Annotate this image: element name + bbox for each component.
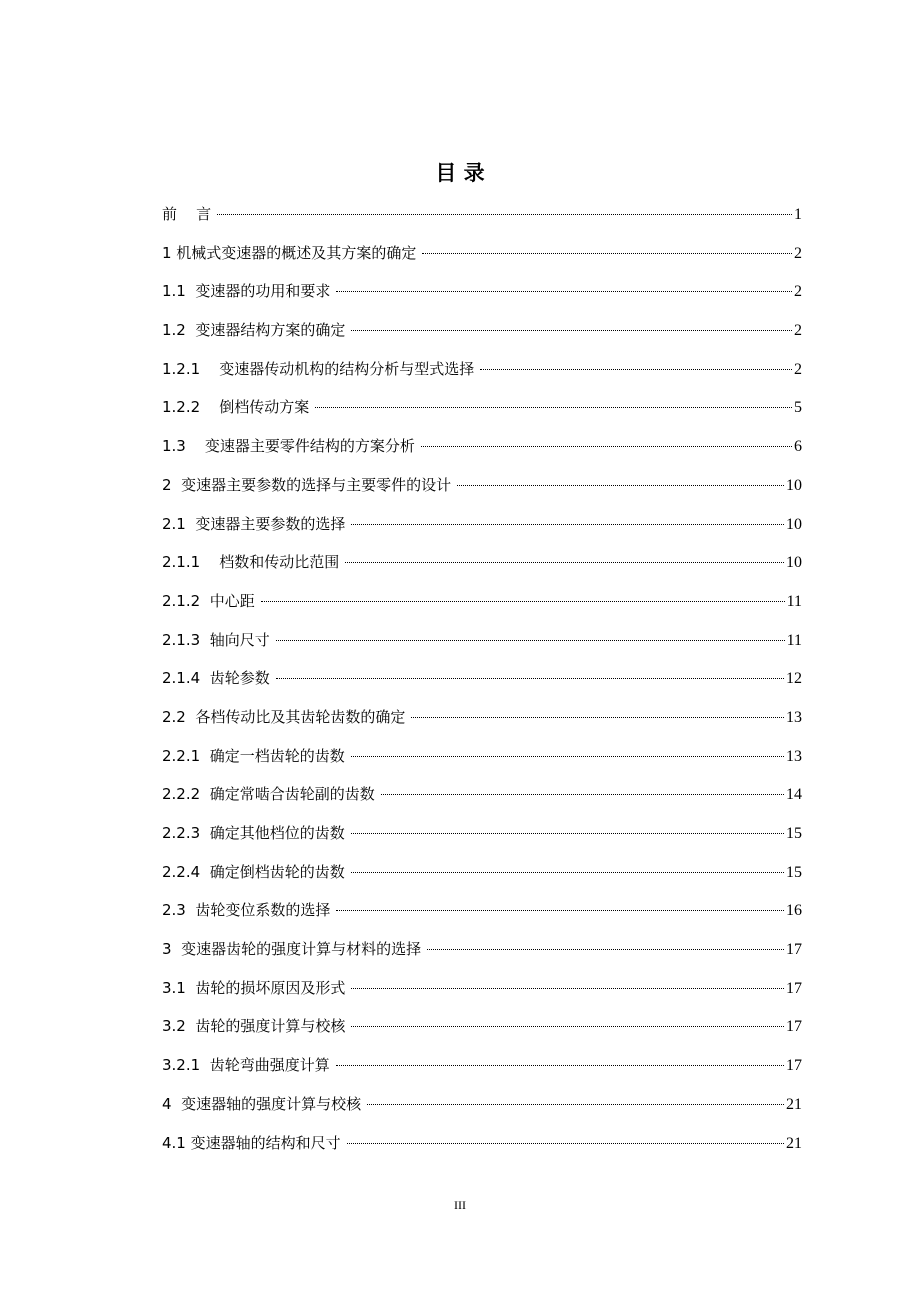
toc-entry-label: 2.1.4 齿轮参数 — [162, 669, 270, 688]
toc-dot-leader — [336, 1065, 784, 1066]
toc-entry-page: 10 — [786, 476, 802, 494]
toc-dot-leader — [351, 1026, 784, 1027]
toc-entry-1-2-2[interactable] — [162, 393, 802, 432]
toc-entry-page: 17 — [786, 1057, 802, 1075]
toc-dot-leader — [345, 562, 784, 563]
toc-dot-leader — [427, 949, 784, 950]
toc-entry-page: 5 — [794, 399, 802, 417]
toc-entry-label: 1.2.1 变速器传动机构的结构分析与型式选择 — [162, 359, 475, 378]
toc-entry-page: 1 — [794, 206, 802, 223]
toc-entry-1-1[interactable] — [162, 277, 802, 316]
toc-entry-page: 6 — [794, 438, 802, 456]
toc-entry-2-2-3[interactable] — [162, 819, 802, 858]
toc-entry-label: 1.1 变速器的功用和要求 — [162, 282, 331, 301]
toc-entry-page: 21 — [786, 1134, 802, 1152]
page-title: 目 录 — [435, 161, 485, 185]
toc-entry-2-2-4[interactable] — [162, 858, 802, 897]
toc-entry-label: 1.3 变速器主要零件结构的方案分析 — [162, 437, 415, 456]
toc-entry-page: 13 — [786, 747, 802, 765]
toc-dot-leader — [351, 330, 792, 331]
toc-entry-page: 17 — [786, 1018, 802, 1036]
toc-entry-page: 16 — [786, 902, 802, 920]
toc-entry-page: 21 — [786, 1095, 802, 1113]
toc-entry-page: 17 — [786, 941, 802, 959]
table-of-contents — [162, 200, 802, 1167]
toc-entry-page: 11 — [786, 631, 802, 649]
toc-entry-3[interactable] — [162, 935, 802, 974]
toc-entry-2-1-2[interactable] — [162, 587, 802, 626]
toc-entry-1-3[interactable] — [162, 432, 802, 471]
toc-entry-label: 3.2 齿轮的强度计算与校核 — [162, 1017, 346, 1036]
page-number: III — [454, 1198, 466, 1212]
toc-entry-page: 11 — [786, 592, 802, 610]
toc-dot-leader — [217, 214, 792, 215]
toc-entry-page: 17 — [786, 979, 802, 997]
toc-dot-leader — [367, 1104, 784, 1105]
toc-entry-label: 2.2.2 确定常啮合齿轮副的齿数 — [162, 785, 375, 804]
toc-entry-label: 2.2.1 确定一档齿轮的齿数 — [162, 746, 345, 765]
toc-dot-leader — [421, 446, 792, 447]
toc-entry-label: 2.1.1 档数和传动比范围 — [162, 553, 340, 572]
toc-dot-leader — [336, 291, 792, 292]
toc-dot-leader — [411, 717, 784, 718]
toc-entry-label: 2.2 各档传动比及其齿轮齿数的确定 — [162, 707, 406, 726]
toc-dot-leader — [351, 872, 784, 873]
toc-dot-leader — [336, 910, 784, 911]
toc-entry-label: 1 机械式变速器的概述及其方案的确定 — [162, 243, 417, 262]
toc-dot-leader — [315, 407, 792, 408]
toc-entry-page: 15 — [786, 863, 802, 881]
toc-entry-2-3[interactable] — [162, 896, 802, 935]
toc-entry-4[interactable] — [162, 1090, 802, 1129]
toc-dot-leader — [457, 485, 784, 486]
toc-entry-label: 4.1 变速器轴的结构和尺寸 — [162, 1133, 341, 1152]
toc-entry-page: 12 — [786, 670, 802, 688]
toc-dot-leader — [480, 369, 792, 370]
toc-entry-label: 前 言 — [162, 205, 212, 223]
toc-dot-leader — [276, 678, 784, 679]
toc-entry-2-1-4[interactable] — [162, 664, 802, 703]
toc-entry-2-2-2[interactable] — [162, 780, 802, 819]
toc-dot-leader — [351, 988, 784, 989]
toc-dot-leader — [381, 794, 784, 795]
toc-entry-label: 2 变速器主要参数的选择与主要零件的设计 — [162, 475, 452, 494]
toc-dot-leader — [276, 640, 785, 641]
toc-entry-label: 3.1 齿轮的损坏原因及形式 — [162, 978, 346, 997]
toc-dot-leader — [351, 524, 784, 525]
toc-entry-label: 2.2.4 确定倒档齿轮的齿数 — [162, 862, 345, 881]
toc-entry-4-1[interactable] — [162, 1129, 802, 1168]
toc-entry-page: 2 — [794, 322, 802, 340]
toc-entry-3-1[interactable] — [162, 974, 802, 1013]
toc-entry-2-2-1[interactable] — [162, 742, 802, 781]
toc-dot-leader — [347, 1143, 784, 1144]
toc-entry-2-1[interactable] — [162, 510, 802, 549]
toc-entry-3-2[interactable] — [162, 1012, 802, 1051]
toc-entry-2-1-3[interactable] — [162, 626, 802, 665]
toc-entry-label: 3.2.1 齿轮弯曲强度计算 — [162, 1056, 330, 1075]
toc-entry-2[interactable] — [162, 471, 802, 510]
toc-entry-label: 2.1 变速器主要参数的选择 — [162, 514, 346, 533]
toc-entry-page: 2 — [794, 360, 802, 378]
toc-entry-label: 3 变速器齿轮的强度计算与材料的选择 — [162, 940, 422, 959]
toc-entry-label: 2.1.2 中心距 — [162, 591, 255, 610]
toc-entry-label: 2.3 齿轮变位系数的选择 — [162, 901, 331, 920]
toc-entry-label: 2.2.3 确定其他档位的齿数 — [162, 824, 345, 842]
toc-entry-page: 15 — [786, 825, 802, 842]
toc-entry-3-2-1[interactable] — [162, 1051, 802, 1090]
toc-entry-page: 10 — [786, 515, 802, 533]
toc-entry-1-2[interactable] — [162, 316, 802, 355]
toc-dot-leader — [351, 756, 784, 757]
toc-entry-label: 4 变速器轴的强度计算与校核 — [162, 1094, 362, 1113]
toc-entry-label: 1.2.2 倒档传动方案 — [162, 398, 310, 417]
toc-entry-2-1-1[interactable] — [162, 548, 802, 587]
toc-entry-page: 13 — [786, 708, 802, 726]
toc-dot-leader — [422, 253, 792, 254]
toc-entry-1[interactable] — [162, 239, 802, 278]
toc-dot-leader — [351, 833, 784, 834]
toc-entry-foreword[interactable] — [162, 200, 802, 239]
toc-entry-label: 1.2 变速器结构方案的确定 — [162, 321, 346, 340]
toc-entry-label: 2.1.3 轴向尺寸 — [162, 630, 270, 649]
toc-entry-page: 10 — [786, 554, 802, 572]
toc-entry-page: 14 — [786, 786, 802, 804]
toc-entry-2-2[interactable] — [162, 703, 802, 742]
toc-entry-page: 2 — [794, 283, 802, 301]
toc-dot-leader — [261, 601, 785, 602]
toc-entry-page: 2 — [794, 244, 802, 262]
toc-entry-1-2-1[interactable] — [162, 355, 802, 394]
